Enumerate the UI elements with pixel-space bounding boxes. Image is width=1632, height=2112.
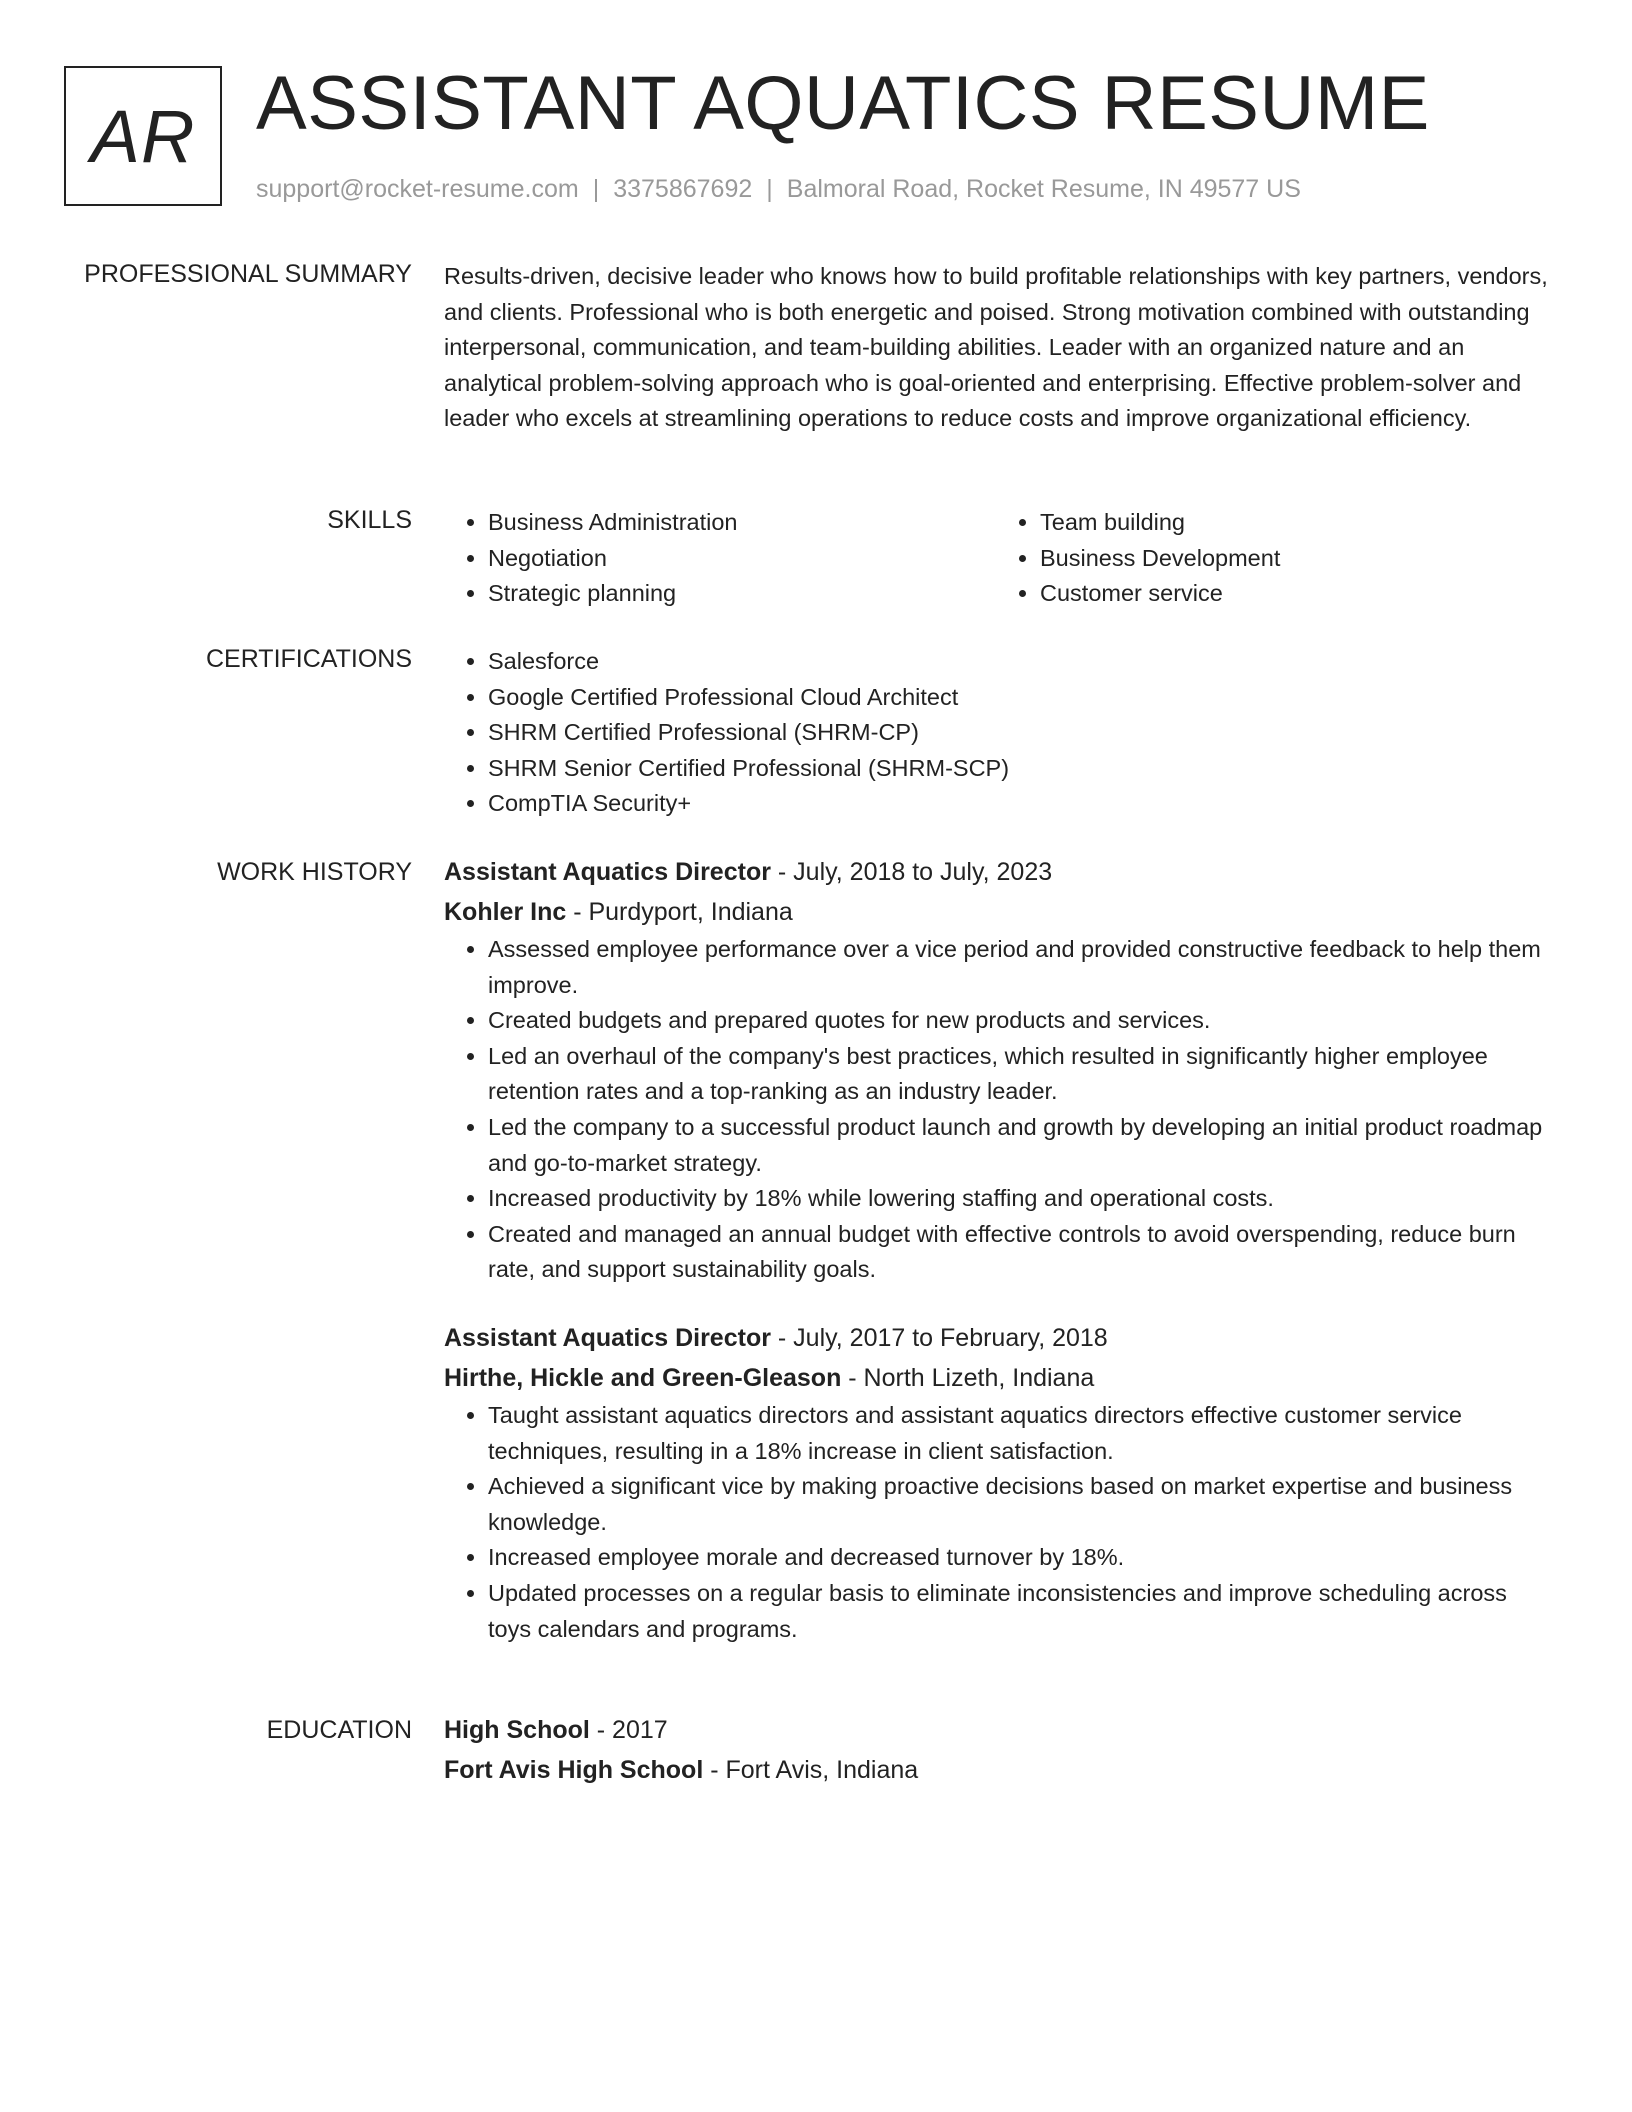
contact-separator: |	[592, 175, 600, 203]
section-label-certifications: CERTIFICATIONS	[205, 645, 412, 673]
job-title: Assistant Aquatics Director	[444, 1323, 771, 1352]
skill-item: • Team building	[1040, 505, 1548, 541]
job-company-line	[444, 1358, 1548, 1398]
section-label-skills: SKILLS	[327, 506, 412, 534]
summary-body	[444, 259, 1548, 437]
skill-item: • Strategic planning	[488, 576, 996, 612]
job-company: Kohler Inc	[444, 898, 567, 926]
contact-line	[256, 172, 1301, 206]
job-bullet: • Updated processes on a regular basis to eliminate inconsistencies and improve scheduling across toys calendars and programs.	[488, 1576, 1548, 1647]
skills-list-right	[996, 505, 1548, 612]
monogram-badge: AR	[64, 66, 222, 206]
job-location: - Purdyport, Indiana	[566, 898, 793, 926]
skill-item: • Customer service	[1040, 576, 1548, 612]
job-bullet: • Increased productivity by 18% while lowering staffing and operational costs.	[488, 1181, 1548, 1217]
skill-item: • Business Development	[1040, 541, 1548, 577]
job-company: Hirthe, Hickle and Green-Gleason	[444, 1363, 842, 1392]
skill-item: • Negotiation	[488, 541, 996, 577]
section-label-summary: PROFESSIONAL SUMMARY	[84, 260, 412, 288]
education-year: - 2017	[589, 1716, 668, 1744]
job-company-line	[444, 892, 1548, 932]
job-bullet: • Created budgets and prepared quotes for new products and services.	[488, 1003, 1548, 1039]
work-history-body	[444, 852, 1548, 1647]
contact-email[interactable]: support@rocket-resume.com	[256, 175, 579, 203]
job-bullet: • Taught assistant aquatics directors and assistant aquatics directors effective customer service techniques, resulting in a 18% increase in client satisfaction.	[488, 1398, 1548, 1469]
job-entry	[444, 852, 1548, 1288]
certification-item: • SHRM Senior Certified Professional (SHRM-SCP)	[488, 751, 1548, 787]
job-bullet: • Led an overhaul of the company's best practices, which resulted in significantly higher employee retention rates and a top-ranking as an industry leader.	[488, 1039, 1548, 1110]
resume-title: ASSISTANT AQUATICS RESUME	[256, 61, 1430, 146]
education-degree: High School	[444, 1716, 590, 1744]
education-school-line	[444, 1750, 1548, 1790]
education-degree-line	[444, 1710, 1548, 1750]
certifications-list	[444, 644, 1548, 822]
job-bullet: • Created and managed an annual budget with effective controls to avoid overspending, reduce burn rate, and support sustainability goals.	[488, 1217, 1548, 1288]
skill-item: • Business Administration	[488, 505, 996, 541]
job-dates: - July, 2017 to February, 2018	[770, 1323, 1108, 1352]
certification-item: • Google Certified Professional Cloud Architect	[488, 680, 1548, 716]
certification-item: • SHRM Certified Professional (SHRM-CP)	[488, 715, 1548, 751]
job-bullet: • Increased employee morale and decreased turnover by 18%.	[488, 1540, 1548, 1576]
job-bullets	[444, 1398, 1548, 1647]
contact-phone[interactable]: 3375867692	[613, 175, 753, 203]
certification-item: • Salesforce	[488, 644, 1548, 680]
job-bullet: • Led the company to a successful product launch and growth by developing an initial product roadmap and go-to-market strategy.	[488, 1110, 1548, 1181]
contact-separator: |	[766, 175, 773, 203]
skills-list-left	[444, 505, 996, 612]
job-entry	[444, 1318, 1548, 1647]
skills-grid	[444, 505, 1548, 612]
job-title: Assistant Aquatics Director	[444, 858, 771, 886]
education-school: Fort Avis High School	[444, 1756, 704, 1784]
contact-address: Balmoral Road, Rocket Resume, IN 49577 US	[786, 175, 1301, 203]
section-label-work-history: WORK HISTORY	[217, 858, 412, 886]
certifications-body	[444, 644, 1548, 822]
job-bullets	[444, 932, 1548, 1288]
education-body	[444, 1710, 1548, 1790]
job-bullet: • Achieved a significant vice by making proactive decisions based on market expertise and business knowledge.	[488, 1469, 1548, 1540]
skills-body	[444, 505, 1548, 612]
summary-text: Results-driven, decisive leader who knows how to build profitable relationships with key partners, vendors, and clients. Professional who is both energetic and poised. Strong motivation combined with outstanding interpersonal, communication, and team-building abilities. Leader with an organized nature and an analytical problem-solving approach who is goal-oriented and enterprising. Effective problem-solver and leader who excels at streamlining operations to reduce costs and improve organizational efficiency.	[444, 263, 1548, 432]
job-bullet: • Assessed employee performance over a vice period and provided constructive feedback to help them improve.	[488, 932, 1548, 1003]
education-location: - Fort Avis, Indiana	[703, 1756, 919, 1784]
job-dates: - July, 2018 to July, 2023	[770, 858, 1053, 886]
job-title-line	[444, 852, 1548, 892]
job-title-line	[444, 1318, 1548, 1358]
section-label-education: EDUCATION	[266, 1716, 412, 1744]
job-location: - North Lizeth, Indiana	[841, 1363, 1095, 1392]
certification-item: • CompTIA Security+	[488, 786, 1548, 822]
